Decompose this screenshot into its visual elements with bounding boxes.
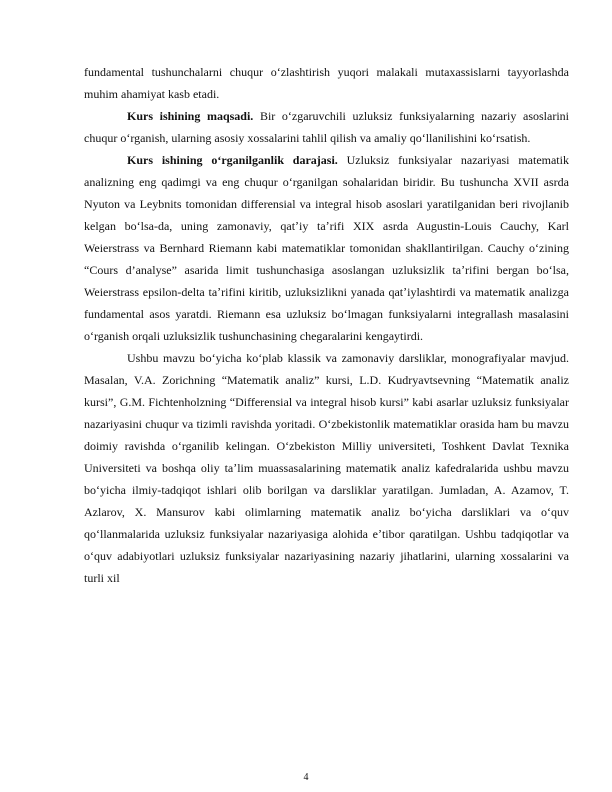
paragraph-text: Uzluksiz funksiyalar nazariyasi matematik analizning eng qadimgi va eng chuqur oʻrganilgan sohalaridan biridir. Bu tushuncha XVII asrda Nyuton va Leybnits tomonidan differensial va integral hisob asoslari yaratilganidan beri rivojlanib kelgan boʻlsa-da, uning zamonaviy, qatʼiy taʼrifi XIX asrda Augustin-Louis Cauchy, Karl Weierstrass va Bernhard Riemann kabi matematiklar tomonidan shakllantirilgan. Cauchy oʻzining “Cours d’analyse” asarida limit tushunchasiga asoslangan uzluksizlik taʼrifini bergan boʻlsa, Weierstrass epsilon-delta taʼrifini kiritib, uzluksizlikni yanada qatʼiylashtirdi va matematik analizga fundamental asos yaratdi. Riemann esa uzluksiz boʻlmagan funksiyalarni integrallash masalasini oʻrganish orqali uzluksizlik tushunchasining chegaralarini kengaytirdi.: [84, 153, 569, 343]
paragraph-text: fundamental tushunchalarni chuqur oʻzlashtirish yuqori malakali mutaxassislarni tayyorlashda muhim ahamiyat kasb etadi.: [84, 65, 569, 101]
paragraph-course-goal: [84, 105, 569, 149]
paragraph-text: Ushbu mavzu boʻyicha koʻplab klassik va zamonaviy darsliklar, monografiyalar mavjud. Masalan, V.A. Zorichning “Matematik analiz” kursi, L.D. Kudryavtsevning “Matematik analiz kursi”, G.M. Fichtenholzning “Differensial va integral hisob kursi” kabi asarlar uzluksiz funksiyalar nazariyasini chuqur va tizimli ravishda yoritadi. Oʻzbekistonlik matematiklar orasida ham bu mavzu doimiy ravishda oʻrganilib kelingan. Oʻzbekiston Milliy universiteti, Toshkent Davlat Texnika Universiteti va boshqa oliy taʼlim muassasalarining matematik analiz kafedralarida ushbu mavzu boʻyicha ilmiy-tadqiqot ishlari olib borilgan va darsliklar yaratilgan. Jumladan, A. Azamov, T. Azlarov, X. Mansurov kabi olimlarning matematik analiz boʻyicha darsliklari va oʻquv qoʻllanmalarida uzluksiz funksiyalar nazariyasiga alohida eʼtibor qaratilgan. Ushbu tadqiqotlar va oʻquv adabiyotlari uzluksiz funksiyalar nazariyasining nazariy jihatlarini, ularning xossalarini va turli xil: [84, 351, 569, 585]
paragraph-heading: Kurs ishining oʻrganilganlik darajasi.: [127, 153, 338, 167]
paragraph-heading: Kurs ishining maqsadi.: [127, 109, 254, 123]
paragraph-intro-continuation: [84, 61, 569, 105]
page-number: 4: [303, 772, 309, 783]
document-page: [84, 61, 569, 589]
paragraph-study-level: [84, 149, 569, 347]
paragraph-literature: [84, 347, 569, 589]
paragraph-text: Bir oʻzgaruvchili uzluksiz funksiyalarning nazariy asoslarini chuqur oʻrganish, ularning asosiy xossalarini tahlil qilish va amaliy qoʻllanilishini koʻrsatish.: [84, 109, 569, 145]
